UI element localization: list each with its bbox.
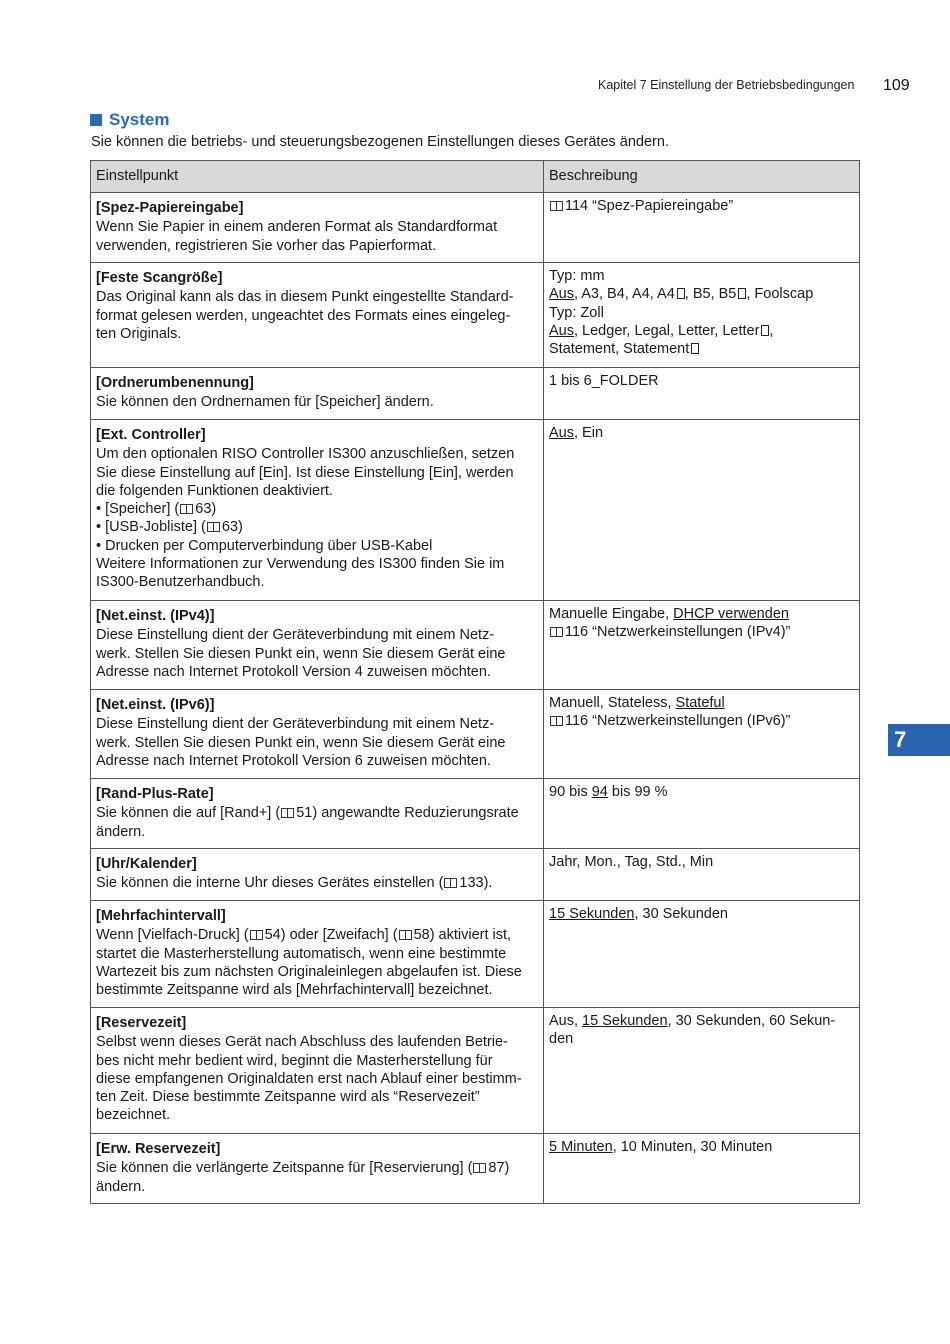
setting-desc: ändern. — [96, 823, 146, 840]
setting-desc-line: bezeichnet. — [96, 1107, 171, 1124]
book-reference-icon — [250, 930, 263, 940]
value-cell — [544, 849, 860, 901]
setting-name: [Feste Scangröße] — [96, 270, 223, 286]
setting-desc-line: Selbst wenn dieses Gerät nach Abschluss des laufenden Betrie- — [96, 1034, 508, 1051]
table-header-row — [91, 161, 860, 193]
default-value: 5 Minuten — [549, 1139, 613, 1155]
setting-cell — [91, 690, 544, 779]
book-reference-icon — [550, 627, 563, 637]
page-reference: 116 “Netzwerkeinstellungen (IPv6)” — [565, 713, 791, 730]
value-cell — [544, 690, 860, 779]
setting-desc-line: IS300-Benutzerhandbuch. — [96, 574, 265, 591]
setting-desc: 51) angewandte Reduzierungsrate — [296, 805, 519, 822]
table-row — [91, 263, 860, 368]
value-cell — [544, 420, 860, 601]
default-value: 15 Sekunden — [549, 906, 635, 922]
value-text: 90 bis — [549, 784, 592, 800]
setting-desc: 58) aktiviert ist, — [413, 927, 512, 944]
setting-desc-line: werk. Stellen Sie diesen Punkt ein, wenn Sie diesem Gerät eine — [96, 734, 506, 751]
column-header-setting: Einstellpunkt — [91, 161, 544, 193]
setting-desc-line: format gelesen werden, ungeachtet des Formats eines eingeleg- — [96, 307, 511, 324]
setting-cell — [91, 368, 544, 420]
page-number: 109 — [883, 77, 910, 94]
value-line: Typ: Zoll — [549, 304, 604, 321]
setting-cell — [91, 193, 544, 263]
portrait-orientation-icon — [677, 288, 685, 299]
setting-name: [Ordnerumbenennung] — [96, 375, 254, 391]
column-header-description: Beschreibung — [544, 161, 860, 193]
default-value: Aus — [549, 286, 574, 303]
book-reference-icon — [473, 1163, 486, 1173]
value-cell — [544, 901, 860, 1008]
setting-name: [Erw. Reservezeit] — [96, 1141, 221, 1157]
bullet-text: [USB-Jobliste] ( — [105, 519, 206, 536]
setting-desc-line: Adresse nach Internet Protokoll Version 4 zuweisen möchten. — [96, 663, 491, 680]
value-text: Jahr, Mon., Tag, Std., Min — [549, 854, 714, 870]
setting-desc: Sie können die interne Uhr dieses Gerätes einstellen ( — [96, 875, 444, 892]
book-reference-icon — [281, 808, 294, 818]
value-text: , 30 Sekunden — [634, 906, 728, 922]
value-text: Manuelle Eingabe, — [549, 606, 674, 622]
value-text: , 10 Minuten, 30 Minuten — [612, 1139, 773, 1155]
setting-name: [Rand-Plus-Rate] — [96, 786, 214, 802]
default-value: 15 Sekunden — [582, 1013, 668, 1029]
bullet-item: • Drucken per Computerverbindung über USB-Kabel — [96, 537, 433, 554]
bullet-text: 63) — [195, 501, 217, 518]
table-row — [91, 193, 860, 263]
setting-desc-line: Sie diese Einstellung auf [Ein]. Ist diese Einstellung [Ein], werden — [96, 464, 514, 481]
table-row — [91, 690, 860, 779]
setting-desc: 133). — [459, 875, 493, 892]
bullet-text: 63) — [221, 519, 243, 536]
book-reference-icon — [207, 522, 220, 532]
setting-cell — [91, 779, 544, 849]
value-cell — [544, 1134, 860, 1204]
bullet-text: Drucken per Computerverbindung über USB-Kabel — [105, 537, 433, 554]
table-row — [91, 420, 860, 601]
setting-cell — [91, 601, 544, 690]
setting-desc: Wenn Sie Papier in einem anderen Format als Standardformat verwenden, registrieren Sie vorher das Papierformat. — [96, 219, 498, 254]
value-line: Typ: mm — [549, 268, 605, 284]
setting-desc-line: Diese Einstellung dient der Geräteverbindung mit einem Netz- — [96, 627, 495, 644]
value-text: , 30 Sekunden, 60 Sekun- — [667, 1013, 836, 1029]
value-text: 1 bis 6_FOLDER — [549, 373, 659, 389]
setting-desc-line: ten Zeit. Diese bestimmte Zeitspanne wird als “Reservezeit” — [96, 1089, 480, 1106]
setting-cell — [91, 1134, 544, 1204]
setting-desc-line: ten Originals. — [96, 325, 182, 342]
table-row — [91, 779, 860, 849]
setting-desc-line: Weitere Informationen zur Verwendung des IS300 finden Sie im — [96, 556, 505, 573]
book-reference-icon — [444, 878, 457, 888]
value-text: , Foolscap — [746, 286, 814, 303]
setting-desc: 87) — [488, 1160, 510, 1177]
book-reference-icon — [550, 716, 563, 726]
setting-desc-line: Adresse nach Internet Protokoll Version 6 zuweisen möchten. — [96, 752, 491, 769]
setting-desc-line: bestimmte Zeitspanne wird als [Mehrfachintervall] bezeichnet. — [96, 982, 493, 999]
default-value: Aus — [549, 425, 574, 441]
book-reference-icon — [399, 930, 412, 940]
section-title — [90, 110, 169, 130]
table-row — [91, 1134, 860, 1204]
setting-cell — [91, 420, 544, 601]
value-text: den — [549, 1031, 574, 1048]
value-cell — [544, 263, 860, 368]
value-cell — [544, 601, 860, 690]
setting-desc-line: Um den optionalen RISO Controller IS300 anzuschließen, setzen — [96, 446, 515, 463]
value-text: Manuell, Stateless, — [549, 695, 676, 711]
setting-name: [Net.einst. (IPv4)] — [96, 608, 215, 624]
setting-name: [Uhr/Kalender] — [96, 856, 197, 872]
page-reference: 114 “Spez-Papiereingabe” — [565, 198, 734, 214]
setting-cell — [91, 849, 544, 901]
setting-desc-line: bes nicht mehr bedient wird, beginnt die Masterherstellung für — [96, 1052, 493, 1069]
bullet-item: • [USB-Jobliste] ( 63) — [96, 519, 243, 536]
running-header-chapter: Kapitel 7 Einstellung der Betriebsbedingungen — [598, 78, 855, 92]
setting-name: [Mehrfachintervall] — [96, 908, 226, 924]
default-value: 94 — [591, 784, 608, 800]
value-text: , Ledger, Legal, Letter, Letter — [574, 322, 760, 339]
setting-desc-line: Das Original kann als das in diesem Punkt eingestellte Standard- — [96, 289, 514, 306]
setting-name: [Spez-Papiereingabe] — [96, 200, 244, 216]
bullet-item: • [Speicher] ( 63) — [96, 501, 217, 518]
bullet-text: [Speicher] ( — [105, 501, 180, 518]
value-text: Statement, Statement — [549, 341, 690, 358]
settings-table — [90, 160, 860, 1204]
setting-cell — [91, 1008, 544, 1134]
setting-desc-line: werk. Stellen Sie diesen Punkt ein, wenn Sie diesem Gerät eine — [96, 645, 506, 662]
setting-desc: Sie können die auf [Rand+] ( — [96, 805, 281, 822]
value-text: , — [769, 322, 774, 339]
default-value: Stateful — [675, 695, 725, 711]
value-cell — [544, 193, 860, 263]
setting-desc-line: startet die Masterherstellung automatisch, wenn eine bestimmte — [96, 945, 507, 962]
setting-desc-line: Diese Einstellung dient der Geräteverbindung mit einem Netz- — [96, 716, 495, 733]
setting-desc: Wenn [Vielfach-Druck] ( — [96, 927, 249, 944]
table-row — [91, 901, 860, 1008]
table-row — [91, 849, 860, 901]
section-intro: Sie können die betriebs- und steuerungsbezogenen Einstellungen dieses Gerätes ändern. — [91, 134, 669, 150]
setting-desc-line: diese empfangenen Originaldaten erst nach Ablauf einer bestimm- — [96, 1070, 522, 1087]
value-text: , B5, B5 — [684, 286, 737, 303]
value-text: , A3, B4, A4, A4 — [574, 286, 675, 303]
value-text: Aus, — [549, 1013, 583, 1029]
chapter-side-tab: 7 — [888, 724, 950, 756]
value-cell — [544, 1008, 860, 1134]
section-title-text: System — [109, 110, 170, 129]
value-text: , Ein — [574, 425, 604, 441]
setting-desc: 54) oder [Zweifach] ( — [264, 927, 398, 944]
value-text: bis 99 % — [607, 784, 668, 800]
setting-desc-line: die folgenden Funktionen deaktiviert. — [96, 482, 333, 499]
value-cell — [544, 779, 860, 849]
book-reference-icon — [180, 504, 193, 514]
default-value: Aus — [549, 322, 574, 339]
setting-name: [Net.einst. (IPv6)] — [96, 697, 215, 713]
table-row — [91, 1008, 860, 1134]
setting-desc: ändern. — [96, 1178, 146, 1195]
setting-desc: Sie können die verlängerte Zeitspanne für [Reservierung] ( — [96, 1160, 473, 1177]
value-cell — [544, 368, 860, 420]
square-bullet-icon — [90, 114, 102, 126]
setting-cell — [91, 901, 544, 1008]
book-reference-icon — [550, 201, 563, 211]
setting-cell — [91, 263, 544, 368]
default-value: DHCP verwenden — [673, 606, 789, 622]
portrait-orientation-icon — [691, 343, 699, 354]
setting-name: [Ext. Controller] — [96, 427, 206, 443]
table-row — [91, 368, 860, 420]
table-row — [91, 601, 860, 690]
setting-desc: Sie können den Ordnernamen für [Speicher] ändern. — [96, 394, 434, 411]
page-reference: 116 “Netzwerkeinstellungen (IPv4)” — [565, 624, 791, 641]
setting-desc-line: Wartezeit bis zum nächsten Originaleinlegen abgelaufen ist. Diese — [96, 963, 522, 980]
setting-name: [Reservezeit] — [96, 1015, 187, 1031]
